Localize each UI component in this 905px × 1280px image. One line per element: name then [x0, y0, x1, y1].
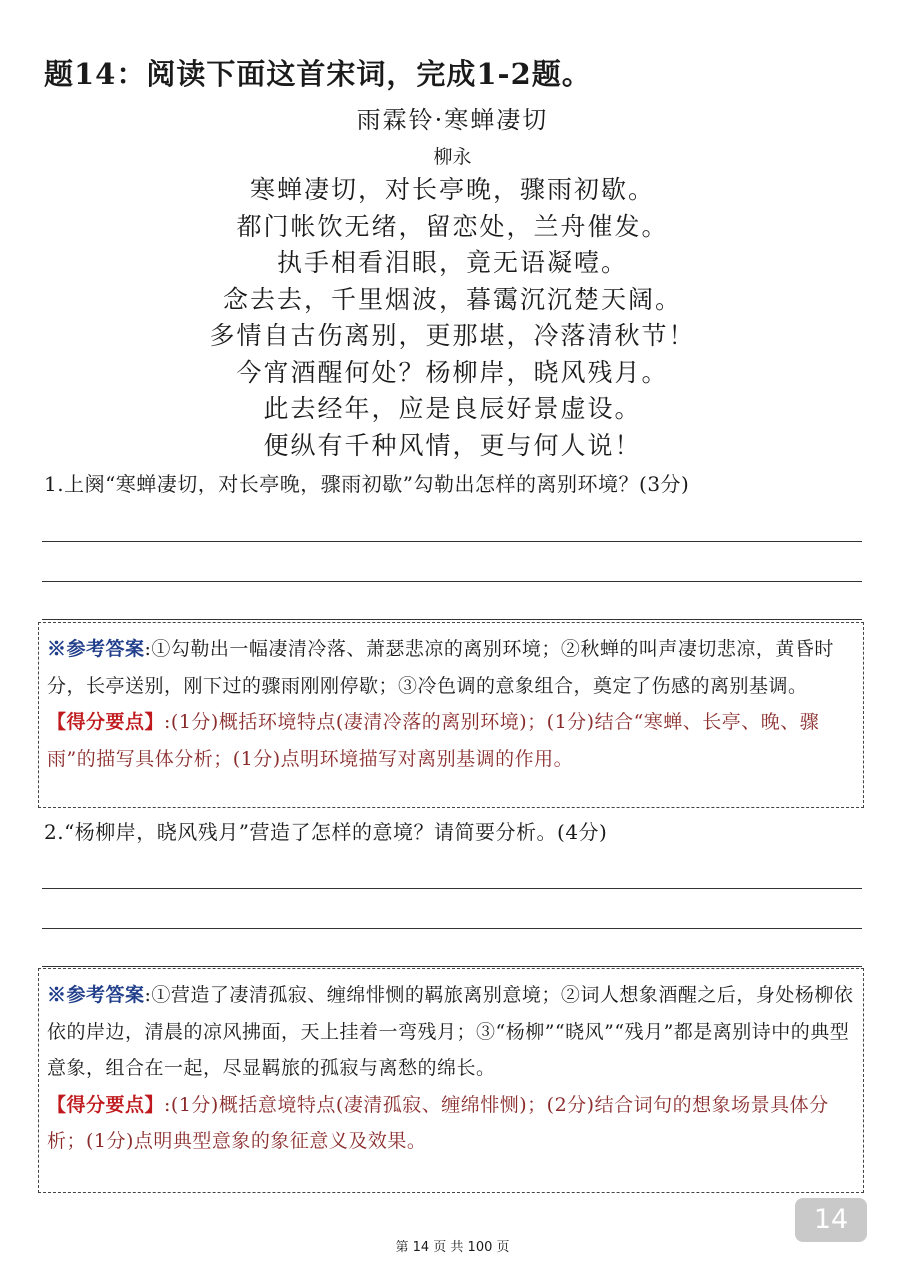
poem-line: 都门帐饮无绪，留恋处，兰舟催发。 [236, 211, 669, 241]
reference-answer-box-2 [38, 968, 864, 1193]
poem-line: 寒蝉凄切，对长亭晚，骤雨初歇。 [249, 175, 655, 204]
poem-author: 柳永 [433, 146, 472, 168]
question-1: 1.上阕“寒蝉凄切，对长亭晚，骤雨初歇”勾勒出怎样的离别环境？(3分) [44, 472, 690, 496]
question-2: 2.“杨柳岸，晓风残月”营造了怎样的意境？请简要分析。(4分) [44, 820, 608, 844]
poem-line: 便纵有千种风情，更与何人说！ [263, 430, 642, 460]
answer-line [42, 541, 862, 542]
scoring-points-label: 【得分要点】 [47, 1093, 165, 1116]
poem-line: 此去经年，应是良辰好景虚设。 [263, 394, 642, 423]
poem-body [0, 172, 905, 464]
page-footer: 第 14 页 共 100 页 [395, 1240, 510, 1255]
reference-answer-text: :①营造了凄清孤寂、缠绵悱恻的羁旅离别意境；②词人想象酒醒之后，身处杨柳依依的岸边，清晨的凉风拂面，天上挂着一弯残月；③“杨柳”“晓风”“残月”都是离别诗中的典型意象，组合在一起，尽显羁旅的孤寂与离愁的绵长。 [47, 984, 854, 1079]
scoring-points-label: 【得分要点】 [47, 711, 165, 733]
poem-line: 执手相看泪眼，竟无语凝噎。 [276, 248, 628, 277]
question-heading: 题14：阅读下面这首宋词，完成1-2题。 [44, 57, 592, 91]
answer-line [42, 581, 862, 582]
reference-answer-text: :①勾勒出一幅凄清冷落、萧瑟悲凉的离别环境；②秋蝉的叫声凄切悲凉，黄昏时分，长亭送别，刚下过的骤雨刚刚停歇；③冷色调的意象组合，奠定了伤感的离别基调。 [47, 638, 834, 697]
poem-line: 今宵酒醒何处？杨柳岸，晓风残月。 [236, 357, 669, 387]
answer-line [42, 928, 862, 929]
scoring-points-text: :(1分)概括意境特点(凄清孤寂、缠绵悱恻)；(2分)结合词句的想象场景具体分析；(1分)点明典型意象的象征意义及效果。 [47, 1093, 829, 1152]
scoring-points-text: :(1分)概括环境特点(凄清冷落的离别环境)；(1分)结合“寒蝉、长亭、晚、骤雨”的描写具体分析；(1分)点明环境描写对离别基调的作用。 [47, 711, 820, 770]
poem-title: 雨霖铃·寒蝉凄切 [356, 106, 549, 134]
answer-line [42, 619, 862, 620]
answer-line [42, 966, 862, 967]
reference-answer-label: ※参考答案 [47, 638, 145, 660]
page-number-badge: 14 [795, 1198, 867, 1242]
answer-line [42, 888, 862, 889]
reference-answer-box-1 [38, 622, 864, 808]
poem-line: 念去去，千里烟波，暮霭沉沉楚天阔。 [222, 284, 682, 314]
poem-line: 多情自古伤离别，更那堪，冷落清秋节！ [209, 321, 696, 350]
reference-answer-label: ※参考答案 [47, 984, 145, 1006]
